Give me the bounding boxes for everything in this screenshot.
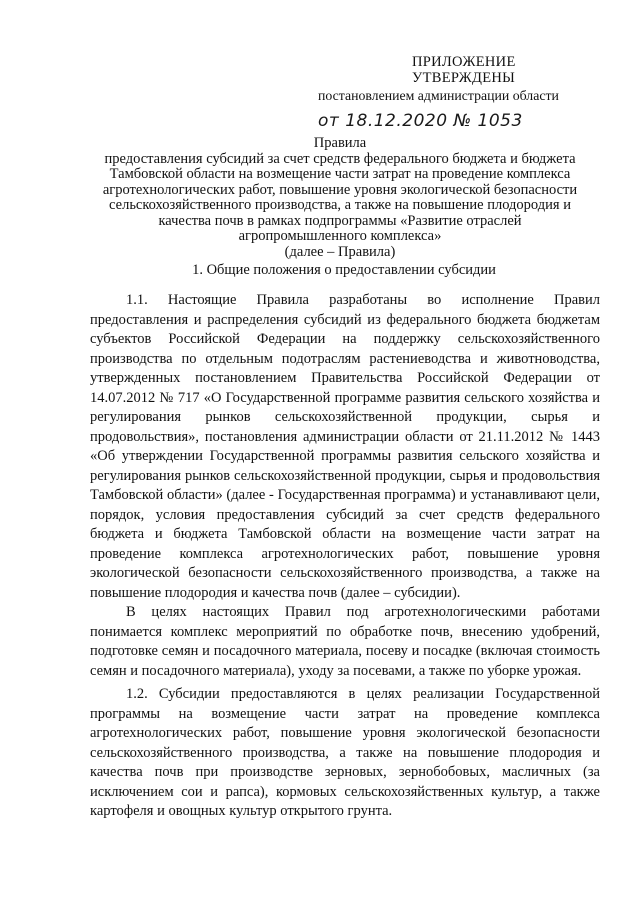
paragraph-1-2: 1.2. Субсидии предоставляются в целях реализации Государственной программы на возмещение части затрат на проведение комплекса агротехнологических работ, повышение уровня экологической безопасности сельскохозяйственного производства, а также на повышение плодородия и качества почв при производстве зерновых, зернобобовых, масличных (за исключением сои и рапса), кормовых сельскохозяйственных культур, а также картофеля и овощных культур открытого грунта.	[90, 686, 600, 819]
handwritten-date-number	[318, 106, 588, 134]
paragraph-1-1: 1.1. Настоящие Правила разработаны во исполнение Правил предоставления и распределения субсидий из федерального бюджета бюджетам субъектов Российской Федерации на поддержку сельскохозяйственного производства по отдельным подотраслям растениеводства и животноводства, утвержденных постановлением Правительства Российской Федерации от 14.07.2012 № 717 «О Государственной программе развития сельского хозяйства и регулирования рынков сельскохозяйственной продукции, сырья и продовольствия», постановления администрации области от 21.11.2012 № 1443 «Об утверждении Государственной программы развития сельского хозяйства и регулирования рынков сельскохозяйственной продукции, сырья и продовольствия Тамбовской области» (далее - Государственная программа) и устанавливают цели, порядок, условия предоставления субсидий за счет средств федерального бюджета и бюджета Тамбовской области на возмещение части затрат на проведение комплекса агротехнологических работ, повышение уровня экологической безопасности сельскохозяйственного производства, а также на повышение плодородия и качества почв (далее – субсидии).	[90, 292, 600, 601]
title-line: Правила	[313, 135, 367, 151]
document-body	[90, 291, 600, 822]
section-heading: 1. Общие положения о предоставлении субсидии	[192, 262, 496, 278]
title-line: агропромышленного комплекса»	[238, 228, 442, 244]
title-line: качества почв в рамках подпрограммы «Развитие отраслей	[158, 212, 522, 229]
title-line: агротехнологических работ, повышение уровня экологической безопасности	[102, 181, 578, 198]
appendix-label: ПРИЛОЖЕНИЕ	[412, 54, 516, 70]
paragraph-definition: В целях настоящих Правил под агротехнологическими работами понимается комплекс мероприятий по обработке почв, внесению удобрений, подготовке семян и посадочного материала, посеву и посадке (включая стоимость семян и посадочного материала), уходу за посевами, а также по уборке урожая.	[90, 604, 600, 679]
title-line: Тамбовской области на возмещение части затрат на проведение комплекса	[109, 166, 571, 182]
handwritten-text: от 18.12.2020 № 1053	[318, 111, 523, 131]
title-line: сельскохозяйственного производства, а также на повышение плодородия и	[109, 197, 571, 213]
document-title	[70, 136, 610, 260]
title-line: предоставления субсидий за счет средств федерального бюджета и бюджета	[104, 150, 576, 167]
decree-label: постановлением администрации области	[318, 88, 559, 103]
title-line: (далее – Правила)	[284, 243, 396, 260]
approved-label: УТВЕРЖДЕНЫ	[412, 70, 516, 86]
approval-header	[318, 54, 618, 131]
